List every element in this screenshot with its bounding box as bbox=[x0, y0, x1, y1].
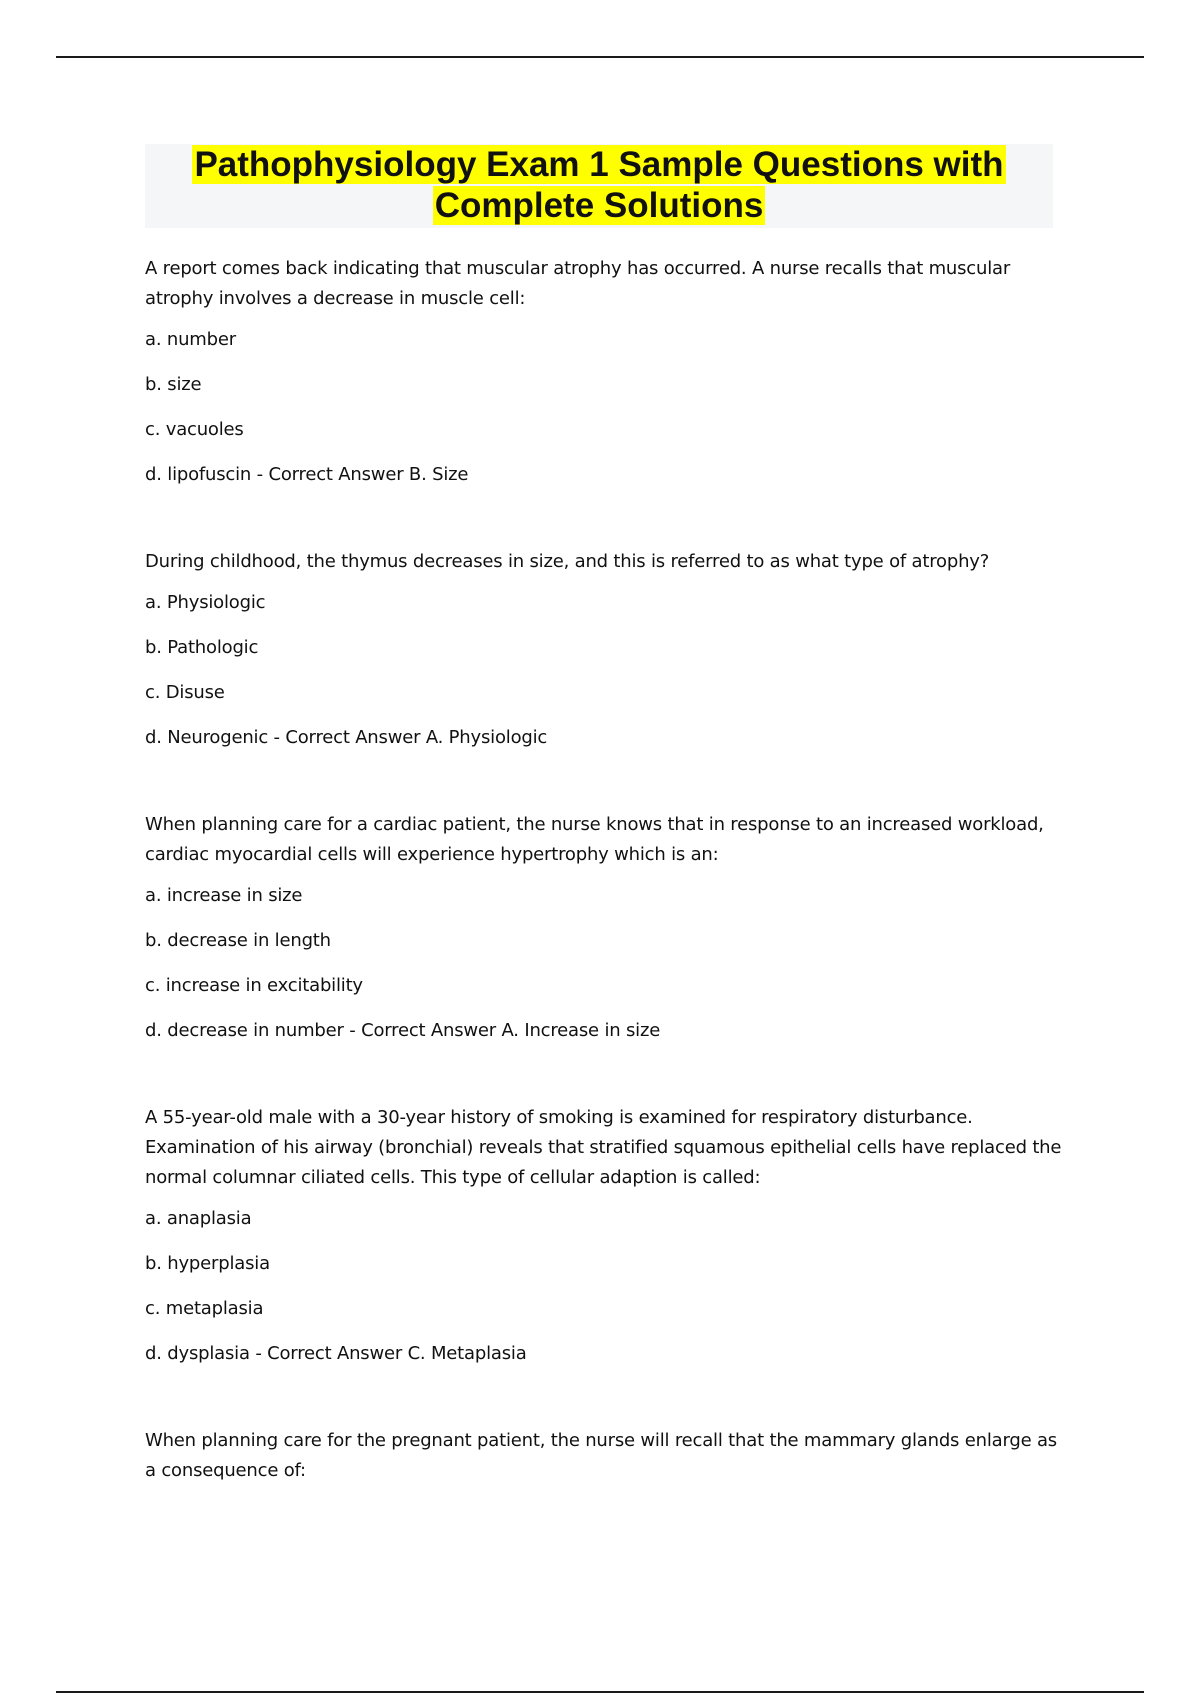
question-5 bbox=[145, 1426, 1065, 1486]
answer-option: c. Disuse bbox=[145, 682, 225, 703]
question-2 bbox=[145, 547, 1065, 750]
question-text: A report comes back indicating that muscular atrophy has occurred. A nurse recalls that muscular atrophy involves a decrease in muscle cell: bbox=[145, 258, 1011, 309]
question-list bbox=[145, 254, 1065, 1500]
answer-option-with-correct-answer: d. Neurogenic - Correct Answer A. Physiologic bbox=[145, 727, 548, 748]
title-line-2 bbox=[145, 185, 1053, 226]
answer-option: b. Pathologic bbox=[145, 637, 259, 658]
bottom-rule bbox=[56, 1691, 1144, 1693]
question-text: When planning care for a cardiac patient, the nurse knows that in response to an increased workload, cardiac myocardial cells will experience hypertrophy which is an: bbox=[145, 814, 1044, 865]
question-text: A 55-year-old male with a 30-year history of smoking is examined for respiratory disturbance. Examination of his airway (bronchial) reveals that stratified squamous epithelial cells have replaced the normal columnar ciliated cells. This type of cellular adaption is called: bbox=[145, 1107, 1062, 1188]
answer-option: b. size bbox=[145, 374, 202, 395]
question-3 bbox=[145, 810, 1065, 1043]
question-1 bbox=[145, 254, 1065, 487]
title-line-1-text: Pathophysiology Exam 1 Sample Questions with bbox=[194, 145, 1004, 184]
answer-option: c. metaplasia bbox=[145, 1298, 264, 1319]
answer-option: b. hyperplasia bbox=[145, 1253, 270, 1274]
answer-option-with-correct-answer: d. dysplasia - Correct Answer C. Metaplasia bbox=[145, 1343, 527, 1364]
answer-option: a. anaplasia bbox=[145, 1208, 252, 1229]
question-4 bbox=[145, 1103, 1065, 1366]
top-rule bbox=[56, 56, 1144, 58]
answer-option: c. increase in excitability bbox=[145, 975, 363, 996]
title-line-1 bbox=[145, 144, 1053, 185]
document-title bbox=[145, 144, 1053, 228]
answer-option: a. increase in size bbox=[145, 885, 303, 906]
answer-option-with-correct-answer: d. decrease in number - Correct Answer A. Increase in size bbox=[145, 1020, 661, 1041]
answer-option: c. vacuoles bbox=[145, 419, 244, 440]
question-text: During childhood, the thymus decreases in size, and this is referred to as what type of atrophy? bbox=[145, 551, 990, 572]
answer-option: a. Physiologic bbox=[145, 592, 266, 613]
answer-option: a. number bbox=[145, 329, 236, 350]
question-text: When planning care for the pregnant patient, the nurse will recall that the mammary glands enlarge as a consequence of: bbox=[145, 1430, 1057, 1481]
answer-option-with-correct-answer: d. lipofuscin - Correct Answer B. Size bbox=[145, 464, 469, 485]
title-line-2-text: Complete Solutions bbox=[434, 186, 764, 225]
answer-option: b. decrease in length bbox=[145, 930, 331, 951]
